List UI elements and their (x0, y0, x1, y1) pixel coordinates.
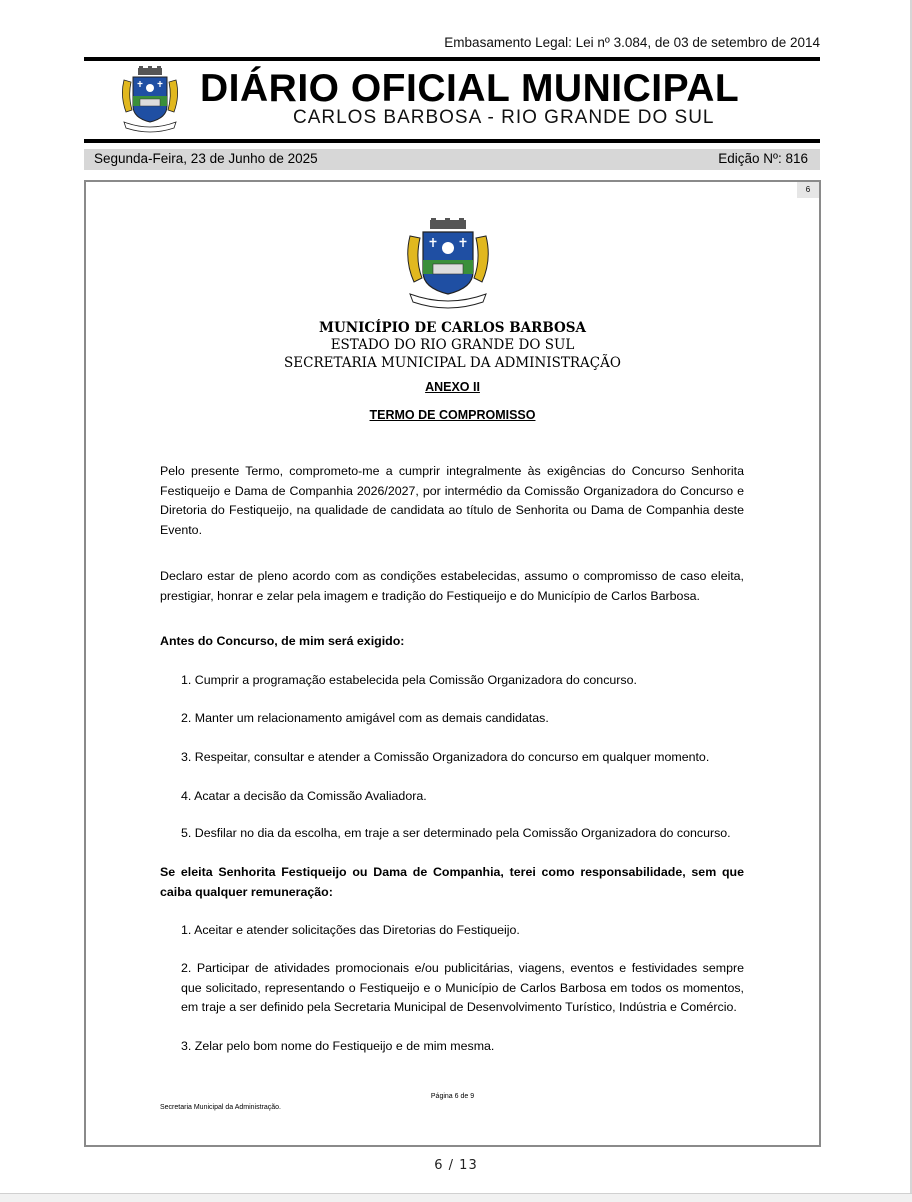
coat-of-arms-icon (402, 218, 494, 310)
term-title: TERMO DE COMPROMISSO (369, 408, 536, 422)
paragraph: Declaro estar de pleno acordo com as condições estabelecidas, assumo o compromisso de caso eleita, prestigiar, honrar e zelar pela imagem e tradição do Festiqueijo e do Município de Carlos Barbosa. (160, 569, 744, 603)
list-item: 3. Zelar pelo bom nome do Festiqueijo e de mim mesma. (181, 1039, 495, 1053)
coat-of-arms-icon (118, 66, 182, 134)
list-item: 2. Manter um relacionamento amigável com as demais candidatas. (181, 711, 549, 725)
masthead-subtitle: CARLOS BARBOSA - RIO GRANDE DO SUL (293, 107, 715, 128)
header-bottom-rule (84, 139, 820, 143)
heading-municipality: MUNICÍPIO DE CARLOS BARBOSA (319, 320, 586, 336)
section-title: Antes do Concurso, de mim será exigido: (160, 634, 405, 648)
list-item: 1. Aceitar e atender solicitações das Diretorias do Festiqueijo. (181, 923, 520, 937)
page-number-tab: 6 (797, 182, 819, 198)
annex-title: ANEXO II (425, 380, 480, 394)
heading-state: ESTADO DO RIO GRANDE DO SUL (330, 337, 575, 353)
date-bar (84, 149, 820, 170)
footer-department: Secretaria Municipal da Administração. (160, 1104, 282, 1111)
legal-basis: Embasamento Legal: Lei nº 3.084, de 03 de setembro de 2014 (444, 35, 820, 50)
paragraph: Pelo presente Termo, comprometo-me a cumprir integralmente às exigências do Concurso Senhorita Festiqueijo e Dama de Companhia 2026/2027, por intermédio da Comissão Organizadora do Concurso e Diretoria do Festiqueijo, na qualidade de candidata ao título de Senhorita ou Dama de Companhia deste Evento. (160, 464, 744, 537)
edition-number: Edição Nº: 816 (718, 151, 808, 166)
page-counter: Página 6 de 9 (430, 1093, 475, 1100)
list-item: 5. Desfilar no dia da escolha, em traje a ser determinado pela Comissão Organizadora do concurso. (181, 826, 731, 840)
viewer-page-indicator: 6 / 13 (434, 1158, 478, 1173)
header-top-rule (84, 57, 820, 61)
list-item: 4. Acatar a decisão da Comissão Avaliadora. (181, 789, 427, 803)
document-page (84, 180, 821, 1147)
list-item: 2. Participar de atividades promocionais e/ou publicitárias, viagens, eventos e festividades sempre que solicitado, representando o Festiqueijo e o Município de Carlos Barbosa em todos os momentos, em traje a ser definido pela Secretaria Municipal de Desenvolvimento Turístico, Indústria e Comércio. (181, 961, 744, 1014)
heading-department: SECRETARIA MUNICIPAL DA ADMINISTRAÇÃO (284, 355, 621, 371)
list-item: 1. Cumprir a programação estabelecida pela Comissão Organizadora do concurso. (181, 673, 637, 687)
publication-date: Segunda-Feira, 23 de Junho de 2025 (94, 151, 318, 166)
list-item: 3. Respeitar, consultar e atender a Comissão Organizadora do concurso em qualquer momento. (181, 750, 710, 764)
section-title: Se eleita Senhorita Festiqueijo ou Dama de Companhia, terei como responsabilidade, sem que caiba qualquer remuneração: (160, 865, 744, 899)
masthead-title: DIÁRIO OFICIAL MUNICIPAL (200, 67, 740, 110)
